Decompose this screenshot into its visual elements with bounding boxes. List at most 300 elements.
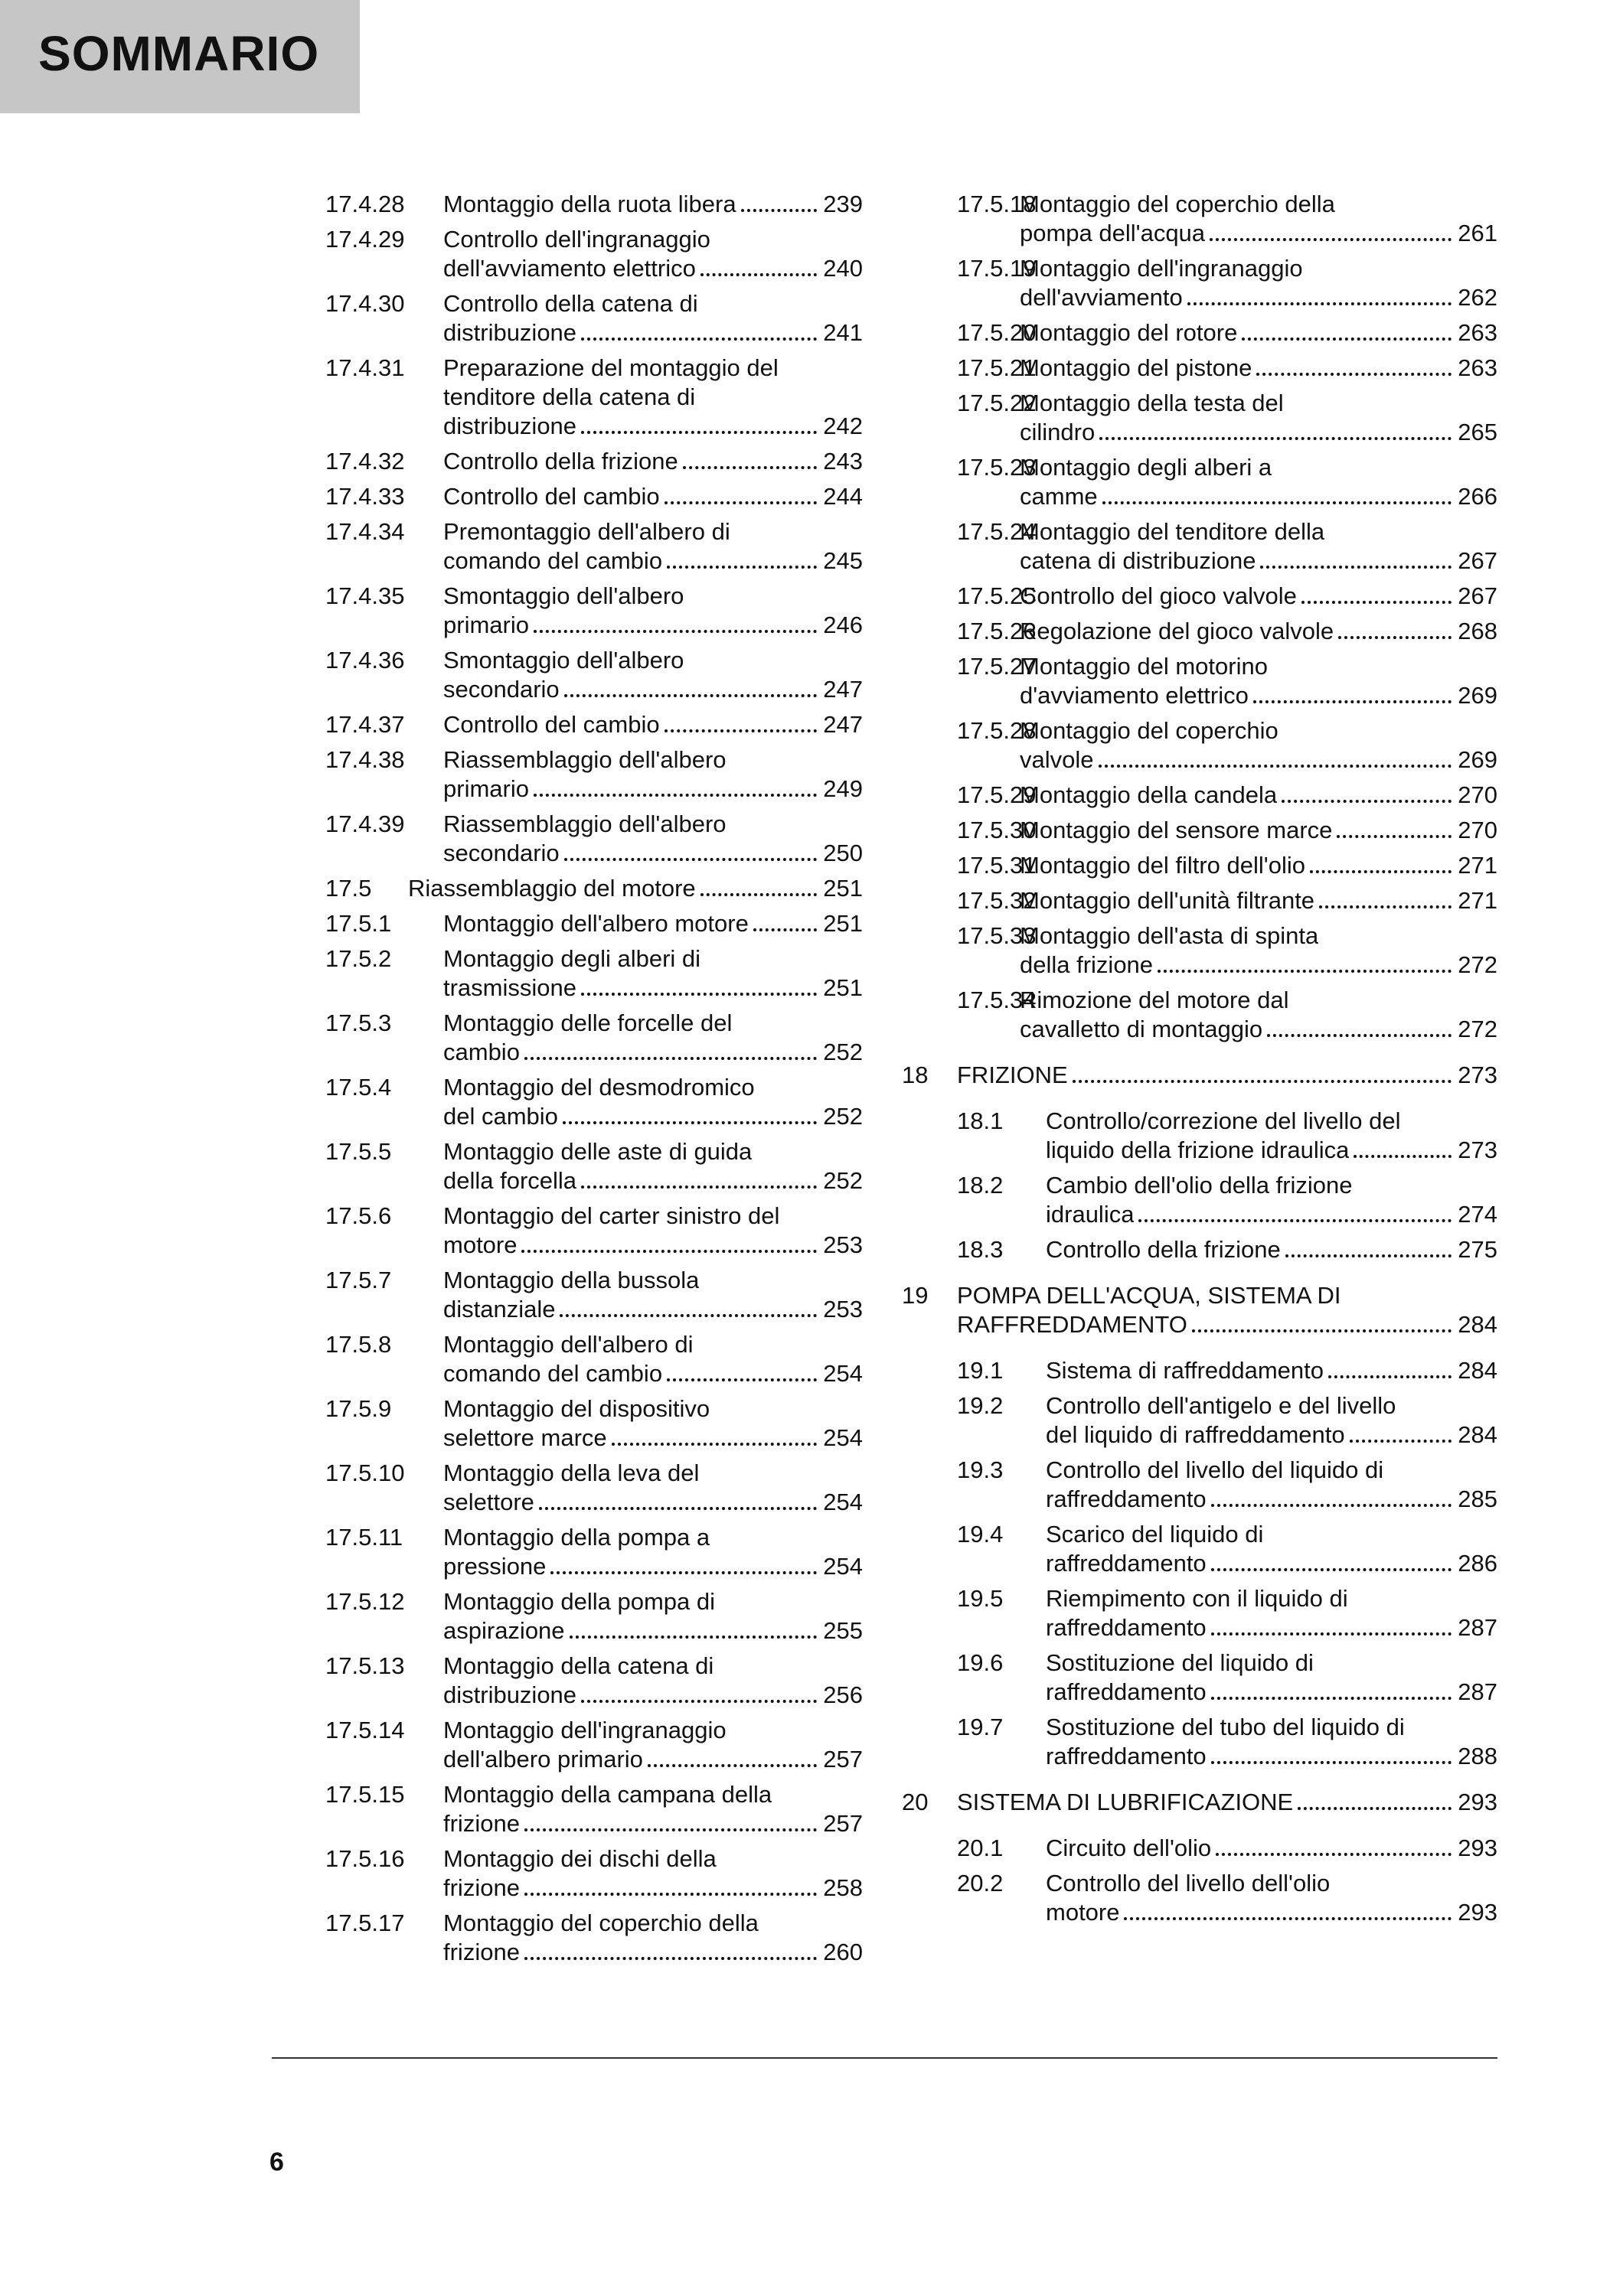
toc-entry-title: Controllo del cambio <box>443 711 660 738</box>
toc-entry-number: 17.5 <box>325 875 372 902</box>
dot-leader <box>1301 601 1452 604</box>
toc-entry-title: comando del cambio <box>443 547 663 574</box>
toc-entry-title: distribuzione <box>443 319 577 346</box>
toc-entry-number: 17.5.28 <box>957 717 1037 744</box>
toc-entry-number: 17.5.24 <box>957 518 1037 545</box>
toc-entry-number: 17.5.10 <box>325 1459 405 1486</box>
toc-entry[interactable] <box>325 482 863 511</box>
toc-page-number: 245 <box>823 547 863 574</box>
toc-entry-title: Riassemblaggio dell'albero <box>443 810 727 837</box>
toc-page-number: 263 <box>1458 354 1497 381</box>
toc-entry[interactable] <box>902 1649 1497 1707</box>
toc-entry-number: 19.5 <box>957 1585 1004 1612</box>
toc-entry-number: 19.4 <box>957 1521 1004 1548</box>
toc-page-number: 270 <box>1458 817 1497 843</box>
toc-entry-title: Controllo dell'ingranaggio <box>443 226 710 253</box>
toc-page-number: 251 <box>823 974 863 1001</box>
dot-leader <box>683 466 818 469</box>
dot-leader <box>539 1507 817 1510</box>
dot-leader <box>564 858 818 861</box>
toc-page-number: 244 <box>823 483 863 510</box>
dot-leader <box>581 431 817 434</box>
toc-entry-title: Controllo della frizione <box>443 448 678 475</box>
toc-entry[interactable] <box>325 1137 863 1195</box>
toc-entry[interactable] <box>902 389 1497 447</box>
toc-page-number: 271 <box>1458 887 1497 914</box>
toc-entry-number: 17.5.9 <box>325 1395 392 1422</box>
header-tab <box>0 0 360 113</box>
toc-entry[interactable] <box>902 886 1497 915</box>
toc-entry[interactable] <box>325 1073 863 1131</box>
toc-page-number: 243 <box>823 448 863 475</box>
toc-entry[interactable] <box>902 1456 1497 1514</box>
toc-entry[interactable] <box>325 1009 863 1067</box>
toc-entry[interactable] <box>325 1394 863 1453</box>
toc-entry[interactable] <box>902 1869 1497 1927</box>
toc-entry-title: cilindro <box>1020 419 1096 445</box>
dot-leader <box>1210 238 1452 241</box>
toc-entry-title: Montaggio della candela <box>1020 781 1278 808</box>
toc-entry-title: Montaggio degli alberi di <box>443 945 701 972</box>
dot-leader <box>1319 905 1452 908</box>
dot-leader <box>1211 1568 1452 1571</box>
dot-leader <box>581 338 817 341</box>
dot-leader <box>741 209 818 212</box>
toc-entry-title: Montaggio del rotore <box>1020 319 1238 346</box>
toc-page-number: 249 <box>823 775 863 802</box>
toc-entry-title: Montaggio delle forcelle del <box>443 1009 733 1036</box>
toc-entry[interactable] <box>325 447 863 476</box>
dot-leader <box>550 1571 817 1574</box>
toc-entry-number: 17.5.18 <box>957 191 1037 217</box>
dot-leader <box>1267 1034 1452 1037</box>
toc-page-number: 253 <box>823 1231 863 1258</box>
toc-entry-title: Sostituzione del liquido di <box>1046 1649 1314 1676</box>
toc-entry-title: Controllo del livello dell'olio <box>1046 1870 1331 1896</box>
dot-leader <box>1328 1375 1452 1378</box>
toc-entry-number: 17.5.12 <box>325 1588 405 1615</box>
toc-entry[interactable] <box>902 986 1497 1044</box>
toc-entry[interactable] <box>902 190 1497 248</box>
toc-page-number: 293 <box>1458 1899 1497 1926</box>
dot-leader <box>1338 636 1452 639</box>
toc-entry-number: 18 <box>902 1062 929 1088</box>
toc-page-number: 260 <box>823 1939 863 1965</box>
dot-leader <box>700 893 818 896</box>
toc-entry[interactable] <box>325 944 863 1003</box>
toc-entry-title: Riempimento con il liquido di <box>1046 1585 1348 1612</box>
toc-page-number: 251 <box>823 875 863 902</box>
toc-entry-title: Premontaggio dell'albero di <box>443 518 730 545</box>
toc-entry-number: 17.4.37 <box>325 711 405 738</box>
toc-page-number: 272 <box>1458 1016 1497 1042</box>
toc-entry-title: Controllo della catena di <box>443 290 698 317</box>
toc-entry-title: dell'albero primario <box>443 1746 643 1773</box>
toc-page-number: 254 <box>823 1424 863 1451</box>
toc-entry-title: trasmissione <box>443 974 576 1001</box>
toc-page-number: 288 <box>1458 1743 1497 1769</box>
toc-entry-title: Controllo del livello del liquido di <box>1046 1456 1384 1483</box>
toc-entry[interactable] <box>902 1713 1497 1771</box>
toc-page-number: 285 <box>1458 1486 1497 1512</box>
toc-entry-title: Riassemblaggio del motore <box>408 875 696 902</box>
toc-entry[interactable] <box>902 1107 1497 1165</box>
toc-page-number: 252 <box>823 1039 863 1065</box>
toc-entry[interactable] <box>902 453 1497 511</box>
dot-leader <box>612 1443 818 1446</box>
toc-entry-title: Montaggio del coperchio <box>1020 717 1278 744</box>
toc-entry-title: comando del cambio <box>443 1360 663 1387</box>
toc-entry-number: 17.5.11 <box>325 1524 403 1551</box>
toc-entry-title: dell'avviamento elettrico <box>443 255 696 282</box>
toc-page-number: 270 <box>1458 781 1497 808</box>
footer-divider <box>272 2057 1497 2059</box>
toc-entry[interactable] <box>325 190 863 219</box>
toc-page-number: 284 <box>1458 1311 1497 1338</box>
toc-entry-number: 17.4.36 <box>325 647 405 673</box>
toc-page-number: 267 <box>1458 547 1497 574</box>
toc-entry[interactable] <box>902 517 1497 576</box>
toc-entry-number: 17.5.1 <box>325 910 392 937</box>
toc-page-number: 254 <box>823 1553 863 1580</box>
dot-leader <box>1310 870 1452 873</box>
toc-entry-title: FRIZIONE <box>957 1062 1068 1088</box>
toc-entry[interactable] <box>902 1356 1497 1385</box>
dot-leader <box>1216 1853 1452 1856</box>
toc-entry-title: secondario <box>443 676 560 703</box>
toc-entry-number: 17.5.26 <box>957 618 1037 644</box>
dot-leader <box>1211 1761 1452 1764</box>
toc-entry-title: motore <box>1046 1899 1120 1926</box>
toc-entry[interactable] <box>902 1061 1497 1090</box>
toc-entry-number: 20.1 <box>957 1835 1004 1861</box>
toc-entry-title: Riassemblaggio dell'albero <box>443 746 727 773</box>
toc-entry[interactable] <box>902 1235 1497 1264</box>
toc-entry-number: 17.4.29 <box>325 226 405 253</box>
dot-leader <box>521 1250 817 1253</box>
toc-entry[interactable] <box>325 1716 863 1774</box>
toc-page-number: 263 <box>1458 319 1497 346</box>
toc-entry-title: primario <box>443 775 529 802</box>
toc-entry[interactable] <box>325 225 863 283</box>
toc-entry[interactable] <box>902 781 1497 810</box>
toc-entry-title: frizione <box>443 1810 520 1837</box>
toc-entry-title: frizione <box>443 1874 520 1901</box>
toc-page-number: 293 <box>1458 1835 1497 1861</box>
toc-entry-title: Montaggio del filtro dell'olio <box>1020 852 1305 879</box>
dot-leader <box>753 928 817 931</box>
toc-entry-title: raffreddamento <box>1046 1743 1207 1769</box>
toc-entry-title: del cambio <box>443 1103 558 1130</box>
toc-entry-number: 17.5.2 <box>325 945 392 972</box>
toc-page-number: 266 <box>1458 483 1497 510</box>
toc-entry-number: 20 <box>902 1789 929 1815</box>
toc-entry-number: 17.4.38 <box>325 746 405 773</box>
dot-leader <box>560 1314 817 1317</box>
dot-leader <box>1211 1697 1452 1700</box>
dot-leader <box>1073 1080 1452 1083</box>
toc-entry-number: 17.5.7 <box>325 1267 392 1293</box>
toc-entry-title: Montaggio della testa del <box>1020 390 1284 416</box>
toc-entry-title: Regolazione del gioco valvole <box>1020 618 1334 644</box>
toc-entry[interactable] <box>325 1266 863 1324</box>
toc-entry-title: camme <box>1020 483 1098 510</box>
toc-entry-title: del liquido di raffreddamento <box>1046 1421 1345 1448</box>
toc-entry[interactable] <box>325 1587 863 1645</box>
toc-page-number: 284 <box>1458 1421 1497 1448</box>
toc-page-number: 284 <box>1458 1357 1497 1384</box>
page-number: 6 <box>269 2148 284 2177</box>
toc-entry[interactable] <box>902 652 1497 710</box>
toc-entry-number: 18.2 <box>957 1172 1004 1199</box>
toc-entry-number: 17.5.34 <box>957 987 1037 1013</box>
toc-entry[interactable] <box>902 582 1497 611</box>
toc-entry-number: 17.5.3 <box>325 1009 392 1036</box>
dot-leader <box>665 729 818 732</box>
dot-leader <box>570 1636 818 1639</box>
toc-entry-title: Controllo dell'antigelo e del livello <box>1046 1392 1396 1419</box>
toc-entry[interactable] <box>902 816 1497 845</box>
toc-page-number: 247 <box>823 676 863 703</box>
toc-entry-title: raffreddamento <box>1046 1678 1207 1705</box>
toc-entry[interactable] <box>325 710 863 739</box>
toc-entry-title: catena di distribuzione <box>1020 547 1256 574</box>
toc-entry[interactable] <box>902 851 1497 880</box>
toc-column-left <box>325 190 863 1973</box>
toc-entry-title: Montaggio del coperchio della <box>1020 191 1335 217</box>
dot-leader <box>1099 437 1452 440</box>
toc-entry[interactable] <box>902 1171 1497 1229</box>
toc-entry[interactable] <box>325 1652 863 1710</box>
toc-entry-title: dell'avviamento <box>1020 284 1183 311</box>
toc-entry-title: Controllo/correzione del livello del <box>1046 1107 1401 1134</box>
toc-entry-title: Montaggio della pompa a <box>443 1524 710 1551</box>
toc-entry-title: distanziale <box>443 1296 556 1322</box>
toc-entry[interactable] <box>325 1780 863 1838</box>
toc-entry[interactable] <box>902 318 1497 347</box>
toc-entry-number: 17.4.34 <box>325 518 405 545</box>
toc-entry-number: 19.7 <box>957 1714 1004 1740</box>
toc-page-number: 255 <box>823 1617 863 1644</box>
toc-entry-number: 17.5.13 <box>325 1652 405 1679</box>
toc-entry-title: valvole <box>1020 746 1094 773</box>
dot-leader <box>665 501 818 504</box>
dot-leader <box>564 694 818 697</box>
toc-entry[interactable] <box>902 1584 1497 1642</box>
toc-entry-number: 19.6 <box>957 1649 1004 1676</box>
toc-page-number: 273 <box>1458 1062 1497 1088</box>
toc-entry[interactable] <box>902 254 1497 312</box>
toc-entry-title: Montaggio dell'albero motore <box>443 910 749 937</box>
toc-entry-number: 17.5.15 <box>325 1781 405 1808</box>
toc-entry-number: 17.5.20 <box>957 319 1037 346</box>
toc-entry-number: 20.2 <box>957 1870 1004 1896</box>
toc-entry[interactable] <box>325 810 863 868</box>
toc-entry-title: Montaggio dell'ingranaggio <box>443 1717 727 1743</box>
dot-leader <box>524 1957 817 1960</box>
toc-entry-title: della forcella <box>443 1167 577 1194</box>
toc-entry-title: della frizione <box>1020 951 1154 978</box>
toc-entry[interactable] <box>325 354 863 441</box>
toc-entry-title: Montaggio delle aste di guida <box>443 1138 753 1165</box>
toc-entry-number: 17.5.30 <box>957 817 1037 843</box>
toc-entry-title: Montaggio degli alberi a <box>1020 454 1272 481</box>
toc-entry-number: 17.5.31 <box>957 852 1037 879</box>
toc-entry-number: 17.5.23 <box>957 454 1037 481</box>
toc-page-number: 242 <box>823 413 863 439</box>
dot-leader <box>1256 373 1452 376</box>
toc-page-number: 250 <box>823 840 863 866</box>
dot-leader <box>1260 566 1452 569</box>
dot-leader <box>1211 1504 1452 1507</box>
toc-page-number: 246 <box>823 612 863 638</box>
dot-leader <box>534 630 817 633</box>
toc-entry-title: Montaggio del sensore marce <box>1020 817 1333 843</box>
dot-leader <box>1138 1219 1452 1222</box>
dot-leader <box>524 1893 817 1896</box>
toc-page-number: 287 <box>1458 1678 1497 1705</box>
toc-page-number: 265 <box>1458 419 1497 445</box>
toc-entry[interactable] <box>902 1788 1497 1817</box>
toc-entry[interactable] <box>902 1281 1497 1339</box>
dot-leader <box>581 1700 817 1703</box>
dot-leader <box>524 1057 817 1060</box>
toc-entry-number: 17.5.6 <box>325 1202 392 1229</box>
toc-page-number: 268 <box>1458 618 1497 644</box>
toc-entry-title: Montaggio del dispositivo <box>443 1395 710 1422</box>
dot-leader <box>1285 1254 1452 1257</box>
toc-entry-title: raffreddamento <box>1046 1486 1207 1512</box>
toc-entry-number: 17.5.5 <box>325 1138 392 1165</box>
dot-leader <box>1337 835 1452 838</box>
dot-leader <box>700 273 817 276</box>
toc-entry-title: Montaggio del pistone <box>1020 354 1252 381</box>
toc-entry-title: d'avviamento elettrico <box>1020 682 1249 709</box>
toc-entry-title: raffreddamento <box>1046 1550 1207 1577</box>
toc-entry[interactable] <box>902 617 1497 646</box>
toc-entry-number: 17.4.33 <box>325 483 405 510</box>
toc-entry-title: secondario <box>443 840 560 866</box>
toc-entry-title: Montaggio del tenditore della <box>1020 518 1325 545</box>
toc-entry-title: Montaggio del motorino <box>1020 653 1268 680</box>
toc-entry-title: POMPA DELL'ACQUA, SISTEMA DI <box>957 1282 1341 1309</box>
toc-entry-number: 19.2 <box>957 1392 1004 1419</box>
toc-entry[interactable] <box>325 745 863 804</box>
dot-leader <box>648 1764 817 1767</box>
toc-page-number: 254 <box>823 1489 863 1515</box>
toc-entry[interactable] <box>325 1459 863 1517</box>
toc-entry-title: Smontaggio dell'albero <box>443 647 684 673</box>
toc-entry-title: selettore marce <box>443 1424 607 1451</box>
toc-entry-number: 17.4.39 <box>325 810 405 837</box>
dot-leader <box>524 1828 817 1831</box>
toc-entry-title: Montaggio dell'asta di spinta <box>1020 922 1319 949</box>
toc-entry[interactable] <box>902 716 1497 775</box>
toc-entry-title: Montaggio del desmodromico <box>443 1074 755 1101</box>
toc-entry-title: Montaggio della campana della <box>443 1781 772 1808</box>
toc-entry-title: Cambio dell'olio della frizione <box>1046 1172 1353 1199</box>
toc-entry-title: primario <box>443 612 529 638</box>
toc-entry[interactable] <box>325 646 863 704</box>
toc-entry-title: RAFFREDDAMENTO <box>957 1311 1187 1338</box>
toc-entry[interactable] <box>325 1844 863 1903</box>
toc-entry-title: Montaggio dell'unità filtrante <box>1020 887 1315 914</box>
toc-entry[interactable] <box>325 517 863 576</box>
dot-leader <box>1124 1917 1452 1920</box>
toc-page-number: 275 <box>1458 1236 1497 1263</box>
dot-leader <box>1158 970 1452 973</box>
toc-entry-title: Sostituzione del tubo del liquido di <box>1046 1714 1405 1740</box>
toc-entry-title: selettore <box>443 1489 534 1515</box>
toc-page-number: 251 <box>823 910 863 937</box>
toc-entry[interactable] <box>902 1391 1497 1450</box>
toc-entry[interactable] <box>325 1909 863 1967</box>
toc-entry-number: 17.5.29 <box>957 781 1037 808</box>
toc-entry[interactable] <box>902 354 1497 383</box>
dot-leader <box>1211 1632 1452 1636</box>
toc-entry-number: 18.1 <box>957 1107 1004 1134</box>
toc-entry-number: 17.5.27 <box>957 653 1037 680</box>
toc-entry-title: Montaggio dei dischi della <box>443 1845 717 1872</box>
dot-leader <box>667 1378 817 1381</box>
toc-entry-number: 17.5.21 <box>957 354 1037 381</box>
dot-leader <box>534 794 817 797</box>
toc-entry-title: motore <box>443 1231 518 1258</box>
toc-entry-title: Controllo del gioco valvole <box>1020 582 1297 609</box>
toc-entry-number: 17.5.16 <box>325 1845 405 1872</box>
toc-page-number: 274 <box>1458 1201 1497 1228</box>
toc-entry[interactable] <box>325 1202 863 1260</box>
toc-entry-title: pompa dell'acqua <box>1020 220 1206 246</box>
toc-entry[interactable] <box>325 1330 863 1388</box>
toc-entry-title: idraulica <box>1046 1201 1135 1228</box>
toc-entry[interactable] <box>325 289 863 347</box>
toc-entry-number: 17.5.33 <box>957 922 1037 949</box>
toc-entry-title: SISTEMA DI LUBRIFICAZIONE <box>957 1789 1294 1815</box>
toc-entry[interactable] <box>902 1834 1497 1863</box>
toc-entry-title: Montaggio della pompa di <box>443 1588 716 1615</box>
dot-leader <box>1354 1155 1452 1158</box>
toc-entry-title: cavalletto di montaggio <box>1020 1016 1263 1042</box>
toc-page-number: 287 <box>1458 1614 1497 1641</box>
toc-entry[interactable] <box>902 1520 1497 1578</box>
dot-leader <box>1298 1807 1452 1810</box>
toc-entry-title: Montaggio della catena di <box>443 1652 714 1679</box>
toc-entry-title: cambio <box>443 1039 520 1065</box>
toc-entry-number: 17.5.25 <box>957 582 1037 609</box>
toc-entry-number: 17.4.31 <box>325 354 405 381</box>
toc-entry[interactable] <box>325 874 863 903</box>
toc-entry-title: Montaggio della leva del <box>443 1459 700 1486</box>
toc-entry[interactable] <box>902 921 1497 980</box>
toc-entry[interactable] <box>325 1523 863 1581</box>
toc-entry-number: 19.1 <box>957 1357 1004 1384</box>
toc-entry[interactable] <box>325 909 863 938</box>
dot-leader <box>1187 302 1452 305</box>
toc-page-number: 261 <box>1458 220 1497 246</box>
toc-page-number: 257 <box>823 1810 863 1837</box>
toc-entry-title: Circuito dell'olio <box>1046 1835 1212 1861</box>
toc-entry-number: 18.3 <box>957 1236 1004 1263</box>
dot-leader <box>1192 1329 1452 1332</box>
toc-entry-title: Smontaggio dell'albero <box>443 582 684 609</box>
toc-page-number: 247 <box>823 711 863 738</box>
toc-entry-title: Montaggio dell'ingranaggio <box>1020 255 1303 282</box>
dot-leader <box>563 1121 817 1124</box>
toc-entry-title: Rimozione del motore dal <box>1020 987 1289 1013</box>
toc-entry[interactable] <box>325 582 863 640</box>
toc-entry-title: tenditore della catena di <box>443 383 696 410</box>
